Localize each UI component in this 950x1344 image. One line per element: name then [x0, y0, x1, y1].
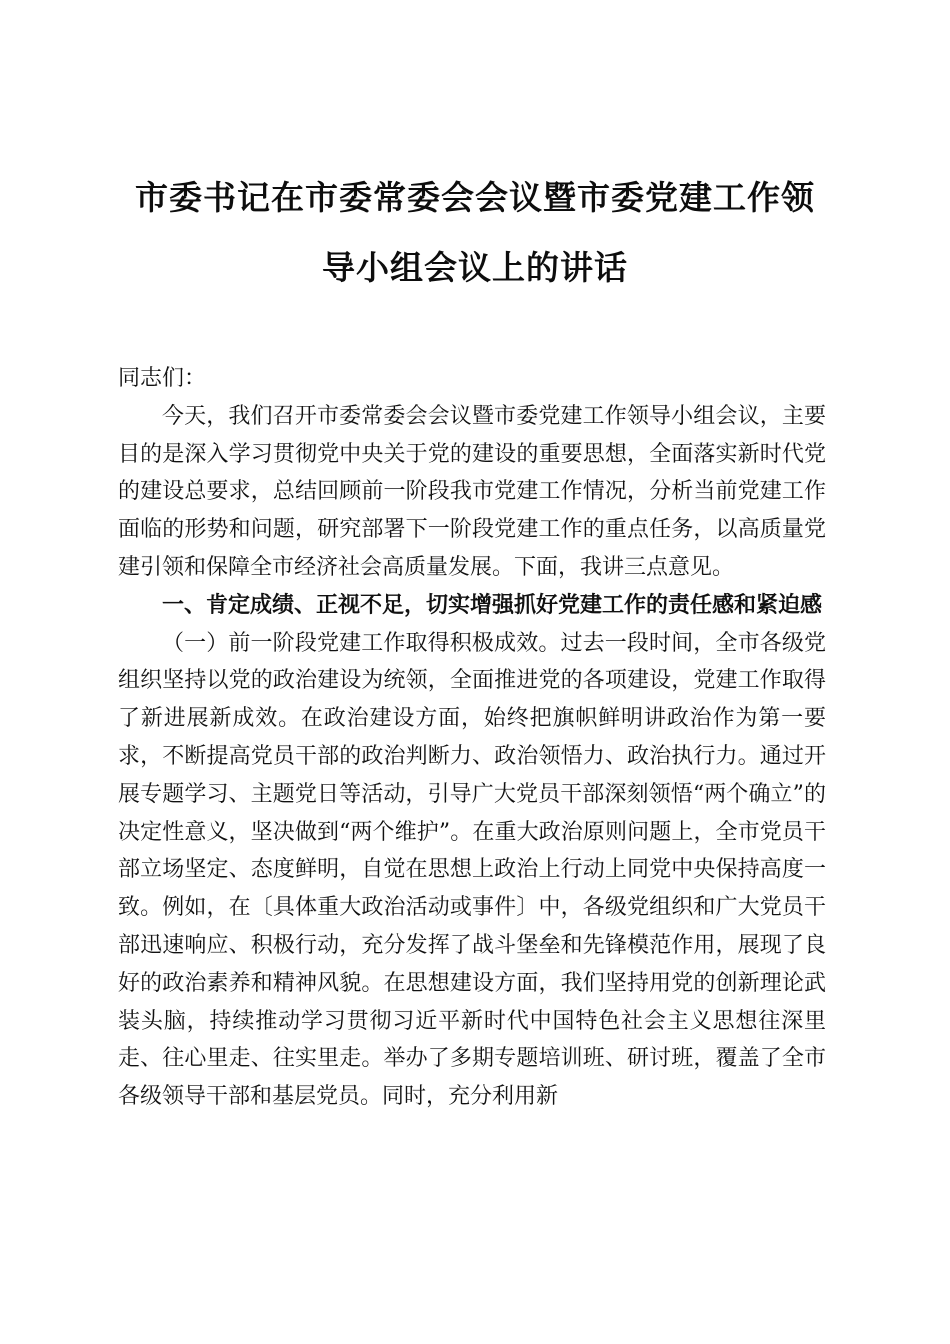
intro-paragraph: 今天，我们召开市委常委会会议暨市委党建工作领导小组会议，主要目的是深入学习贯彻党中央关于党的建设的重要思想，全面落实新时代党的建设总要求，总结回顾前一阶段我市党建工作情况，分析当前党建工作面临的形势和问题，研究部署下一阶段党建工作的重点任务，以高质量党建引领和保障全市经济社会高质量发展。下面，我讲三点意见。: [118, 403, 826, 580]
section-1-paragraph-1: （一）前一阶段党建工作取得积极成效。过去一段时间，全市各级党组织坚持以党的政治建设为统领，全面推进党的各项建设，党建工作取得了新进展新成效。在政治建设方面，始终把旗帜鲜明讲政治作为第一要求，不断提高党员干部的政治判断力、政治领悟力、政治执行力。通过开展专题学习、主题党日等活动，引导广大党员干部深刻领悟“两个确立”的决定性意义，坚决做到“两个维护”。在重大政治原则问题上，全市党员干部立场坚定、态度鲜明，自觉在思想上政治上行动上同党中央保持高度一致。例如，在〔具体重大政治活动或事件〕中，各级党组织和广大党员干部迅速响应、积极行动，充分发挥了战斗堡垒和先锋模范作用，展现了良好的政治素养和精神风貌。在思想建设方面，我们坚持用党的创新理论武装头脑，持续推动学习贯彻习近平新时代中国特色社会主义思想往深里走、往心里走、往实里走。举办了多期专题培训班、研讨班，覆盖了全市各级领导干部和基层党员。同时，充分利用新: [118, 630, 826, 1110]
document-title: [118, 163, 832, 303]
section-1-heading: 一、肯定成绩、正视不足，切实增强抓好党建工作的责任感和紧迫感: [162, 592, 823, 618]
document-body: [118, 360, 826, 1116]
salutation: 同志们：: [118, 366, 207, 391]
title-line-2: 导小组会议上的讲话: [322, 248, 628, 287]
title-line-1: 市委书记在市委常委会会议暨市委党建工作领: [135, 178, 815, 217]
